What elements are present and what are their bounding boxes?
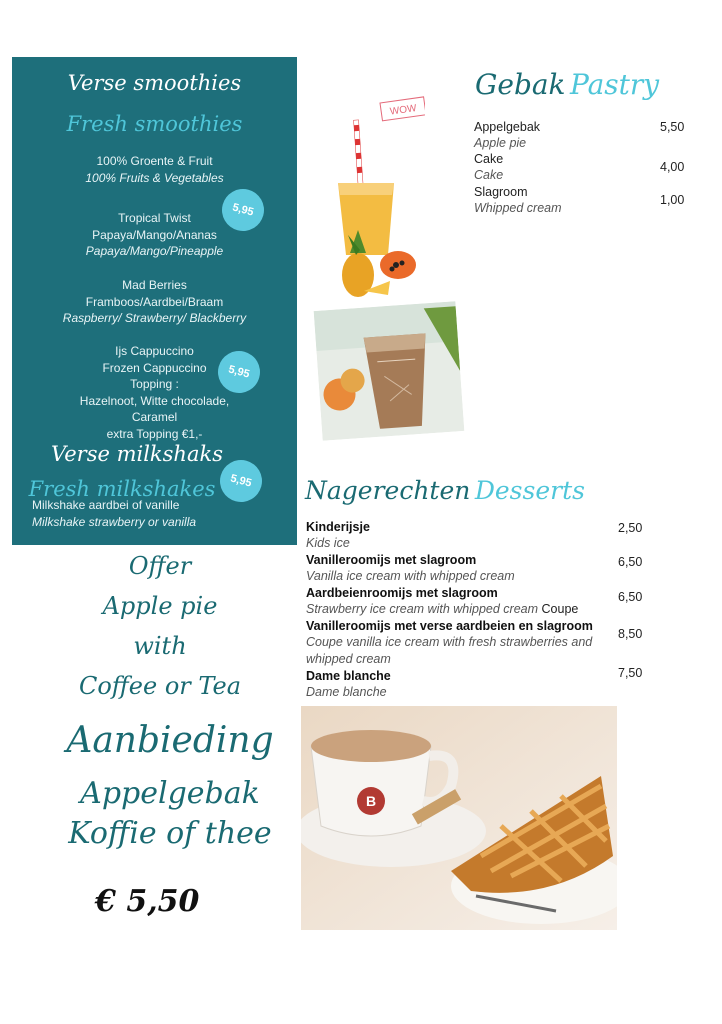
cup-logo-letter: B xyxy=(365,793,377,809)
dessert-item-4-en: Coupe vanilla ice cream with fresh strawberries and whipped cream xyxy=(306,635,593,666)
smoothie-item-3-name: Mad Berries xyxy=(122,278,187,292)
wow-label-text: WOW xyxy=(389,103,418,118)
pastry-item-1 xyxy=(474,119,540,151)
offer-line-1: Offer xyxy=(128,552,192,580)
pastry-price-2: 4,00 xyxy=(660,160,685,174)
offer-line-3: with xyxy=(133,632,187,660)
dessert-price-5: 7,50 xyxy=(618,666,643,680)
dessert-item-1-nl: Kinderijsje xyxy=(306,520,370,534)
dessert-item-1 xyxy=(306,519,616,552)
dessert-price-1: 2,50 xyxy=(618,521,643,535)
dessert-item-4 xyxy=(306,618,616,667)
price-badge-cappuccino: 5,95 xyxy=(213,346,264,397)
ijs-line-4: Hazelnoot, Witte chocolade, xyxy=(79,393,230,408)
pastry-item-3-nl: Slagroom xyxy=(474,185,528,199)
smoothie-item-1-nl: 100% Groente & Fruit xyxy=(96,154,213,168)
pastry-item-2-nl: Cake xyxy=(474,152,504,166)
ijs-line-2: Frozen Cappuccino xyxy=(102,360,207,375)
milkshake-nl: Milkshake aardbei of vanille xyxy=(32,498,180,512)
offer-nl-line-2: Appelgebak xyxy=(80,776,260,811)
dessert-price-2: 6,50 xyxy=(618,555,643,569)
pastry-price-3: 1,00 xyxy=(660,193,685,207)
desserts-title-nl: Nagerechten xyxy=(305,476,471,505)
dessert-price-3: 6,50 xyxy=(618,590,643,604)
pastry-item-1-nl: Appelgebak xyxy=(474,120,541,134)
pastry-heading xyxy=(475,68,659,101)
ijs-line-6: extra Topping €1,- xyxy=(106,426,203,441)
smoothie-item-1 xyxy=(12,153,297,186)
ijs-line-3: Topping : xyxy=(130,377,179,391)
offer-nl-title: Aanbieding xyxy=(66,720,274,761)
dessert-item-5-en: Dame blanche xyxy=(306,685,387,700)
smoothie-item-3 xyxy=(12,277,297,327)
smoothie-item-3-nl: Framboos/Aardbei/Braam xyxy=(85,294,224,309)
pastry-title-en: Pastry xyxy=(569,68,660,101)
straw xyxy=(354,120,364,190)
desserts-title-en: Desserts xyxy=(474,476,585,505)
desserts-heading xyxy=(305,476,585,505)
pastry-title-nl: Gebak xyxy=(475,68,566,101)
smoothies-panel xyxy=(12,57,297,545)
offer-line-2: Apple pie xyxy=(102,592,218,620)
pastry-item-3-en: Whipped cream xyxy=(474,201,562,215)
offer-price: € 5,50 xyxy=(95,884,200,919)
milkshakes-subtitle: Fresh milkshakes xyxy=(28,477,216,501)
smoothie-item-3-en: Raspberry/ Strawberry/ Blackberry xyxy=(62,311,247,325)
pastry-price-1: 5,50 xyxy=(660,120,685,134)
dessert-item-5-nl: Dame blanche xyxy=(306,669,391,683)
pastry-item-1-en: Apple pie xyxy=(474,136,527,150)
smoothies-subtitle: Fresh smoothies xyxy=(66,112,243,136)
ijs-line-5: Caramel xyxy=(131,410,178,424)
dessert-item-5 xyxy=(306,668,616,701)
price-badge-milkshake: 5,95 xyxy=(215,455,266,506)
pastry-item-2 xyxy=(474,151,503,183)
ijs-line-1: Ijs Cappuccino xyxy=(115,344,194,358)
dessert-item-2 xyxy=(306,552,616,585)
smoothie-item-2-name: Tropical Twist xyxy=(118,211,191,225)
dessert-price-4: 8,50 xyxy=(618,627,643,641)
milkshakes-title: Verse milkshaks xyxy=(51,442,223,466)
dessert-item-2-en: Vanilla ice cream with whipped cream xyxy=(306,569,515,584)
pastry-item-3 xyxy=(474,184,562,216)
pastry-item-2-en: Cake xyxy=(474,168,504,182)
juice-glass-image xyxy=(330,95,425,305)
smoothie-item-2-nl: Papaya/Mango/Ananas xyxy=(92,227,217,242)
dessert-item-1-en: Kids ice xyxy=(306,536,350,551)
apple-pie-coffee-image xyxy=(301,706,617,930)
dessert-item-4-nl: Vanilleroomijs met verse aardbeien en slagroom xyxy=(306,619,593,633)
smoothie-item-2-en: Papaya/Mango/Pineapple xyxy=(85,244,224,258)
dessert-item-3-en: Strawberry ice cream with whipped cream xyxy=(306,602,539,617)
milkshake-items xyxy=(32,497,292,530)
dessert-item-2-nl: Vanilleroomijs met slagroom xyxy=(306,553,477,567)
offer-line-4: Coffee or Tea xyxy=(78,672,242,700)
dessert-item-3-extra: Coupe xyxy=(541,602,579,617)
smoothies-title: Verse smoothies xyxy=(67,71,242,95)
price-badge-smoothies: 5,95 xyxy=(217,184,268,235)
dessert-item-3-nl: Aardbeienroomijs met slagroom xyxy=(306,586,498,600)
smoothie-item-1-en: 100% Fruits & Vegetables xyxy=(85,170,224,185)
milkshake-en: Milkshake strawberry or vanilla xyxy=(32,514,197,529)
dessert-item-3 xyxy=(306,585,616,618)
offer-nl-line-3: Koffie of thee xyxy=(68,816,272,851)
milkshake-image xyxy=(314,301,465,441)
